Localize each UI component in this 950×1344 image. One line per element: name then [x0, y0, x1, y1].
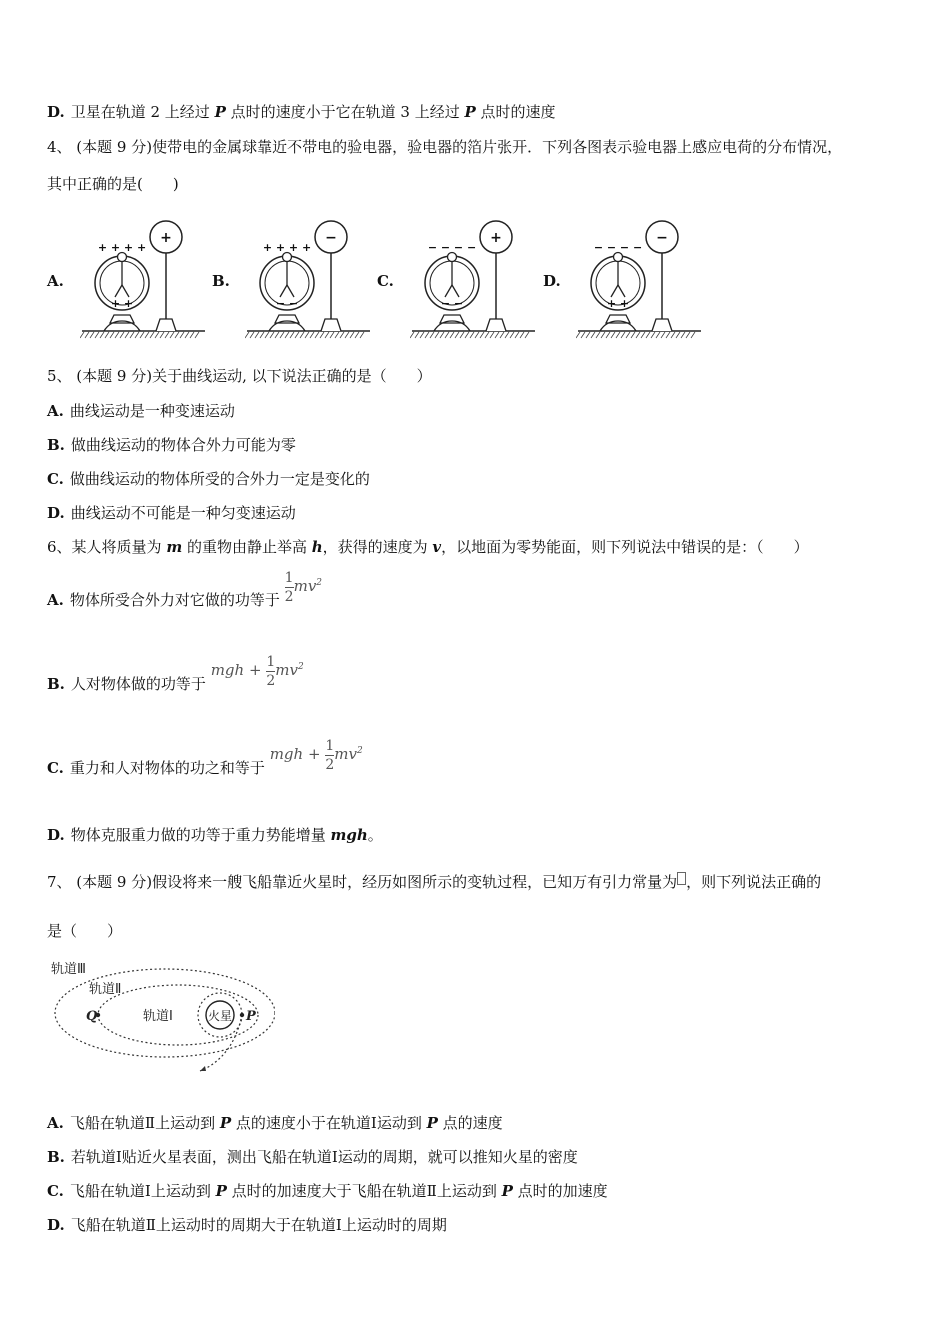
option-text: 点时的加速度大于飞船在轨道Ⅱ上运动到: [226, 1182, 502, 1200]
ball-charge-sign: −: [325, 230, 337, 246]
option-text: 点时的加速度: [512, 1182, 608, 1200]
mv-squared: [275, 661, 303, 679]
option-text: 做曲线运动的物体所受的合外力一定是变化的: [69, 470, 370, 488]
frac-num: 1: [284, 569, 294, 586]
ball-charge-sign: +: [490, 230, 502, 246]
q7-option-b: [47, 1147, 578, 1167]
fraction-half: [266, 654, 275, 689]
option-label: B.: [47, 436, 65, 454]
q5-stem: 5、 (本题 9 分)关于曲线运动, 以下说法正确的是（ ）: [47, 367, 432, 385]
top-induced-charges: − − − −: [427, 241, 477, 254]
text: 点时的速度: [475, 103, 556, 121]
frac-den: 2: [325, 756, 335, 773]
label-orbit3: 轨道Ⅲ: [51, 962, 86, 977]
var-v: v: [432, 538, 442, 556]
frac-num: 1: [266, 653, 276, 670]
option-text: 重力和人对物体的功之和等于: [69, 759, 265, 777]
point-p: [240, 1013, 244, 1017]
text: 。: [367, 826, 383, 844]
option-label: C.: [47, 759, 64, 777]
label-p: P: [246, 1009, 256, 1024]
text: 的重物由静止举高: [182, 538, 312, 556]
text: 卫星在轨道 2 上经过: [70, 103, 215, 121]
q5-option-d: [47, 503, 296, 523]
exponent: 2: [297, 662, 304, 672]
leaf-induced-charges: + +: [606, 297, 630, 310]
q3-option-d: [47, 102, 556, 122]
option-text: 点的速度: [437, 1114, 503, 1132]
var-h: h: [311, 538, 323, 556]
electroscope-figure: [245, 215, 375, 340]
text: ，则下列说法正确的: [686, 873, 822, 891]
option-text: 若轨道Ⅰ贴近火星表面，测出飞船在轨道Ⅰ运动的周期，就可以推知火星的密度: [70, 1148, 578, 1166]
q7-orbit-figure: [45, 955, 275, 1075]
option-text: 点的速度小于在轨道Ⅰ运动到: [231, 1114, 427, 1132]
q7-stem-line2: 是（ ）: [47, 922, 123, 940]
exponent: 2: [316, 578, 323, 588]
text: 6、某人将质量为: [47, 538, 167, 556]
text: 7、 (本题 9 分)假设将来一艘飞船靠近火星时，经历如图所示的变轨过程，已知万有引力常量为: [47, 873, 678, 891]
var-p: P: [501, 1182, 513, 1200]
top-induced-charges: + + + +: [262, 241, 312, 254]
text: ，以地面为零势能面，则下列说法中错误的是：（ ）: [441, 538, 809, 556]
mgh-plus: mgh +: [210, 661, 262, 679]
mv: mv: [293, 577, 317, 595]
arrow-head: [200, 1066, 206, 1071]
label-orbit2: 轨道Ⅱ: [89, 982, 122, 997]
option-label: A.: [47, 1114, 64, 1132]
electroscope-figure: [410, 215, 540, 340]
frac-bar: [266, 671, 275, 672]
option-text: 物体所受合外力对它做的功等于: [69, 591, 280, 609]
option-label: D.: [47, 103, 65, 121]
q5-option-a: [47, 401, 235, 421]
option-label: C.: [47, 470, 64, 488]
fraction-half: [325, 738, 334, 773]
q4-figure-label: A.: [47, 272, 64, 290]
frac-den: 2: [266, 672, 276, 689]
q5-option-b: [47, 435, 296, 455]
q6-option-c: [47, 737, 363, 793]
q7-option-d: [47, 1215, 447, 1235]
q7-stem-line1: [47, 872, 821, 892]
q6-option-d: [47, 825, 383, 845]
option-label: B.: [47, 1148, 65, 1166]
q6-option-a: [47, 569, 323, 625]
q6-option-b: [47, 653, 304, 709]
frac-bar: [285, 587, 294, 588]
option-text: 飞船在轨道Ⅰ上运动到: [69, 1182, 216, 1200]
top-induced-charges: − − − −: [593, 241, 643, 254]
q4-figure-label: D.: [543, 272, 561, 290]
option-label: C.: [47, 1182, 64, 1200]
missing-symbol-box: [677, 872, 686, 885]
exponent: 2: [356, 746, 363, 756]
ball-charge-sign: +: [160, 230, 172, 246]
leaf-induced-charges: − −: [275, 297, 299, 310]
var-p: P: [215, 1182, 227, 1200]
var-m: m: [166, 538, 183, 556]
option-label: D.: [47, 1216, 65, 1234]
q4-figure-label: B.: [212, 272, 230, 290]
option-text: 物体克服重力做的功等于重力势能增量: [70, 826, 331, 844]
option-text: 飞船在轨道Ⅱ上运动到: [69, 1114, 220, 1132]
mv-squared: [334, 745, 362, 763]
q4-stem-line2: 其中正确的是( ): [47, 175, 179, 193]
leaf-induced-charges: + +: [110, 297, 134, 310]
label-q: Q: [86, 1009, 98, 1024]
option-text: 曲线运动不可能是一种匀变速运动: [70, 504, 296, 522]
q4-figure-label: C.: [377, 272, 394, 290]
frac-den: 2: [284, 588, 294, 605]
electroscope-figure: [576, 215, 706, 340]
leaf-induced-charges: − −: [440, 297, 464, 310]
var-p: P: [214, 103, 226, 121]
q7-option-a: [47, 1113, 503, 1133]
q5-option-c: [47, 469, 370, 489]
q7-option-c: [47, 1181, 608, 1201]
ball-charge-sign: −: [656, 230, 668, 246]
option-text: 人对物体做的功等于: [70, 675, 206, 693]
mv: mv: [275, 661, 298, 679]
option-label: D.: [47, 504, 65, 522]
var-p: P: [426, 1114, 438, 1132]
option-label: B.: [47, 675, 65, 693]
label-orbit1: 轨道Ⅰ: [143, 1009, 173, 1024]
q4-stem-line1: 4、 (本题 9 分)使带电的金属球靠近不带电的验电器，验电器的箔片张开．下列各图表示验电器上感应电荷的分布情况，: [47, 138, 843, 156]
top-induced-charges: + + + +: [97, 241, 147, 254]
text: 点时的速度小于它在轨道 3 上经过: [225, 103, 465, 121]
option-text: 做曲线运动的物体合外力可能为零: [70, 436, 296, 454]
option-text: 飞船在轨道Ⅱ上运动时的周期大于在轨道Ⅰ上运动时的周期: [70, 1216, 447, 1234]
q6-stem: [47, 537, 809, 557]
electroscope-figure: [80, 215, 210, 340]
option-label: D.: [47, 826, 65, 844]
var-p: P: [464, 103, 476, 121]
var-p: P: [219, 1114, 232, 1132]
var-mgh: mgh: [330, 826, 368, 844]
frac-num: 1: [325, 737, 335, 754]
label-mars: 火星: [208, 1009, 233, 1023]
option-text: 曲线运动是一种变速运动: [69, 402, 235, 420]
mgh-plus: mgh +: [269, 745, 321, 763]
mv-squared: [294, 577, 322, 595]
option-label: A.: [47, 591, 64, 609]
mv: mv: [334, 745, 357, 763]
frac-bar: [325, 755, 334, 756]
text: ，获得的速度为: [322, 538, 433, 556]
option-label: A.: [47, 402, 64, 420]
fraction-half: [285, 570, 294, 605]
